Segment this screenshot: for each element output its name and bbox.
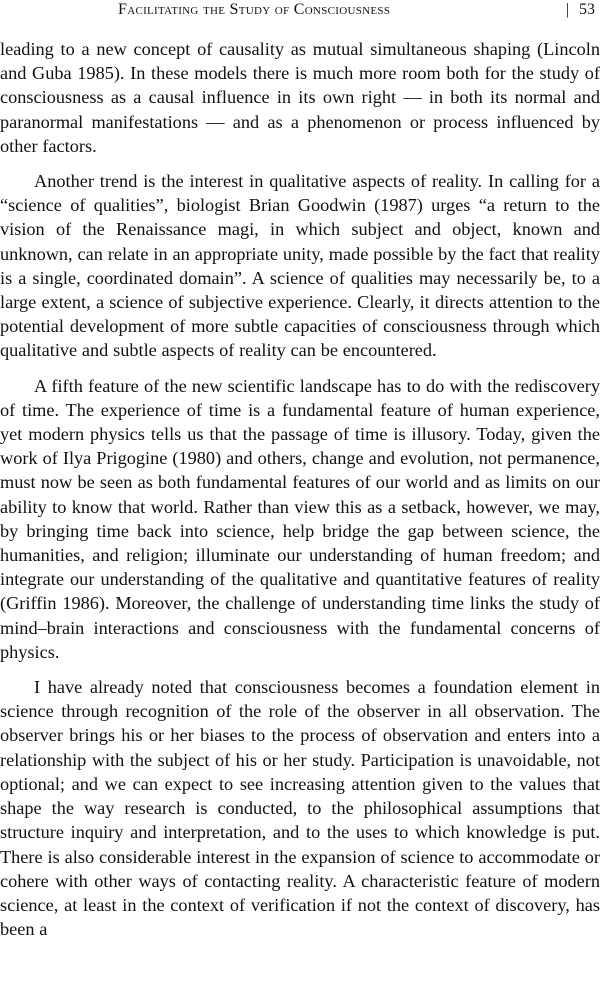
paragraph-continued: leading to a new concept of causality as mutual simultaneous shaping (Lincoln and Guba 1985). In these models there is much more room both for the study of consciousness as a causal influence in its own right — in both its normal and paranormal manifestations — and as a phenomenon or process influenced by other factors. [0, 39, 600, 156]
paragraph-observer-role: I have already noted that consciousness becomes a foundation element in science through recognition of the role of the observer in all observation. The observer brings his or her biases to the process of observation and enters into a relationship with the subject of his or her study. Participation is unavoidable, not optional; and we can expect to see increasing attention given to the values that shape the way research is conducted, to the philosophical assumptions that structure inquiry and interpretation, and to the uses to which knowledge is put. There is also considerable interest in the expansion of science to accommodate or cohere with other ways of contacting reality. A characteristic feature of modern science, at least in the context of verification if not the context of discovery, has been a [0, 677, 600, 940]
running-header [0, 0, 600, 24]
body-text [0, 37, 600, 952]
paragraph-rediscovery-of-time: A fifth feature of the new scientific landscape has to do with the rediscovery of time. The experience of time is a fundamental feature of human experience, yet modern physics tells us that the passage of time is illusory. Today, given the work of Ilya Prigogine (1980) and others, change and evolution, not permanence, must now be seen as both fundamental features of our world and as limits on our ability to know that world. Rather than view this as a setback, however, we may, by bringing time back into science, help bridge the gap between science, the humanities, and religion; illuminate our understanding of human freedom; and integrate our understanding of the qualitative and quantitative features of reality (Griffin 1986). Moreover, the challenge of understanding time links the study of mind–brain interactions and consciousness with the fundamental concerns of physics. [0, 375, 600, 662]
page-number: 53 [579, 1, 595, 18]
header-separator: | [566, 1, 570, 18]
running-title: Facilitating the Study of Consciousness [118, 1, 391, 18]
paragraph-qualitative-aspects: Another trend is the interest in qualitative aspects of reality. In calling for a “science of qualities”, biologist Brian Goodwin (1987) urges “a return to the vision of the Renaissance magi, in which subject and object, known and unknown, can relate in an appropriate unity, made possible by the fact that reality is a single, coordinated domain”. A science of qualities may necessarily be, to a large extent, a science of subjective experience. Clearly, it directs attention to the potential development of more subtle capacities of consciousness through which qualitative and subtle aspects of reality can be encountered. [0, 171, 600, 361]
